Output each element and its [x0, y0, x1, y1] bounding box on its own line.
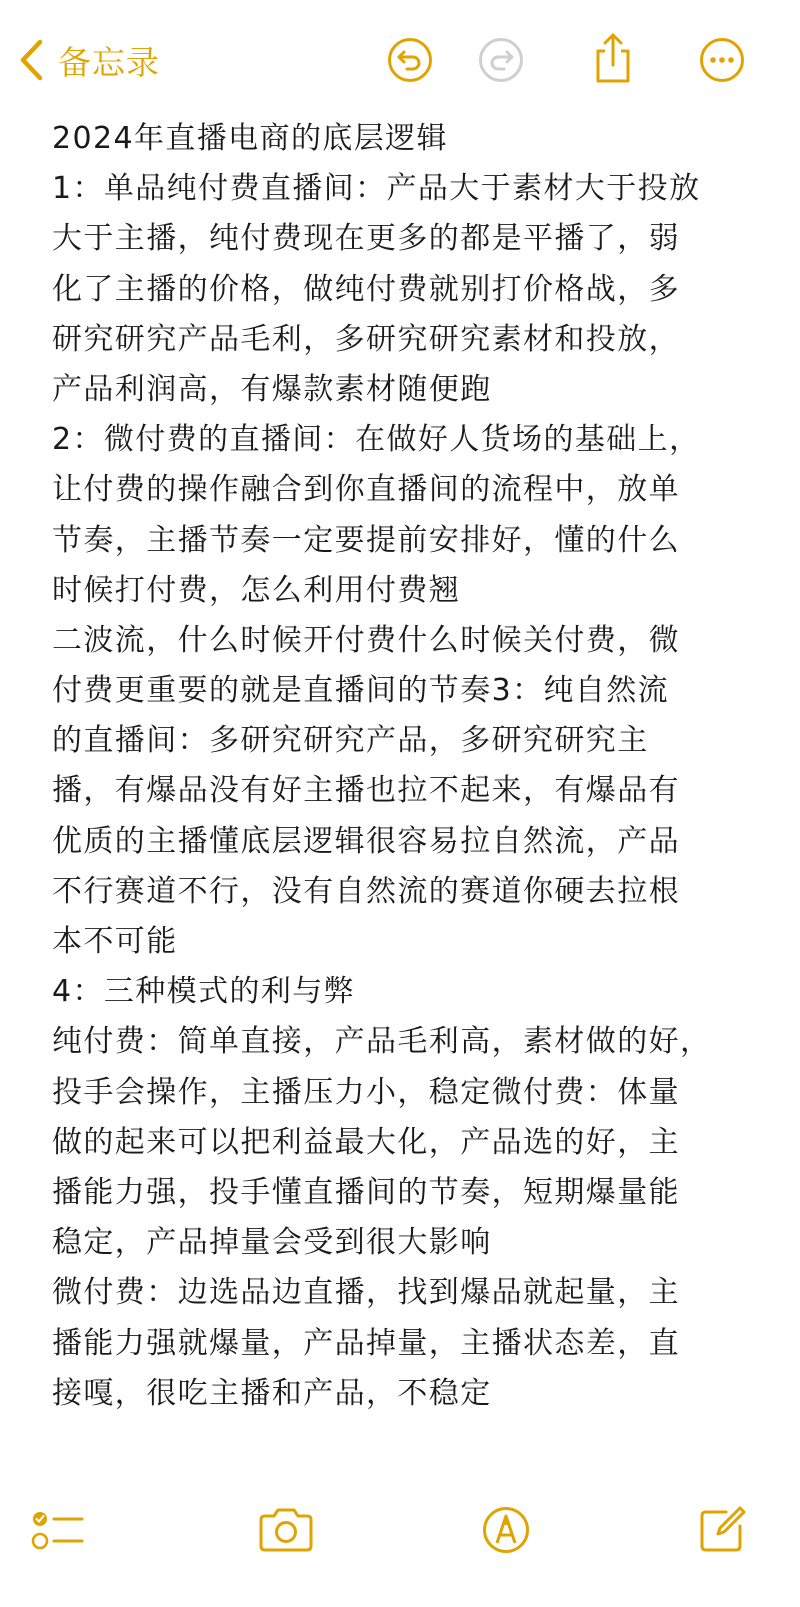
note-line: 产品利润高，有爆款素材随便跑 — [52, 371, 492, 407]
note-line: 播能力强就爆量，产品掉量，主播状态差，直 — [52, 1325, 680, 1361]
note-line: 优质的主播懂底层逻辑很容易拉自然流，产品 — [52, 823, 680, 859]
note-line: 的直播间：多研究研究产品，多研究研究主 — [52, 723, 649, 759]
note-line: 付费更重要的就是直播间的节奏3：纯自然流 — [52, 673, 670, 709]
note-line: 接嘎，很吃主播和产品，不稳定 — [52, 1375, 492, 1411]
back-button[interactable] — [14, 36, 160, 84]
note-line: 大于主播，纯付费现在更多的都是平播了，弱 — [52, 221, 680, 257]
note-line: 化了主播的价格，做纯付费就别打价格战，多 — [52, 271, 680, 307]
bottom-toolbar — [0, 1490, 800, 1570]
note-line: 稳定，产品掉量会受到很大影响 — [52, 1225, 492, 1261]
note-line: 节奏，主播节奏一定要提前安排好，懂的什么 — [52, 522, 680, 558]
camera-icon[interactable] — [256, 1500, 316, 1560]
home-indicator-area — [0, 1580, 800, 1607]
back-label: 备忘录 — [58, 42, 160, 82]
markup-icon[interactable] — [476, 1500, 536, 1560]
redo-icon[interactable] — [477, 36, 525, 84]
note-line: 微付费：边选品边直播，找到爆品就起量，主 — [52, 1275, 680, 1311]
share-icon[interactable] — [589, 30, 637, 86]
note-line: 让付费的操作融合到你直播间的流程中，放单 — [52, 472, 680, 508]
note-line: 投手会操作，主播压力小，稳定微付费：体量 — [52, 1074, 680, 1110]
note-body[interactable] — [52, 114, 752, 1419]
chevron-left-icon — [14, 36, 48, 84]
navigation-bar — [0, 0, 800, 118]
note-line: 纯付费：简单直接，产品毛利高，素材做的好， — [52, 1024, 712, 1060]
more-icon[interactable] — [698, 36, 746, 84]
note-line: 播能力强，投手懂直播间的节奏，短期爆量能 — [52, 1174, 680, 1210]
checklist-icon[interactable] — [28, 1500, 88, 1560]
note-line: 时候打付费，怎么利用付费翘 — [52, 572, 461, 608]
compose-icon[interactable] — [692, 1500, 752, 1560]
note-line: 1：单品纯付费直播间：产品大于素材大于投放 — [52, 171, 701, 207]
note-line: 本不可能 — [52, 924, 178, 959]
note-line: 二波流，什么时候开付费什么时候关付费，微 — [52, 622, 680, 658]
undo-icon[interactable] — [386, 36, 434, 84]
note-line: 4：三种模式的利与弊 — [52, 974, 356, 1010]
note-line: 不行赛道不行，没有自然流的赛道你硬去拉根 — [52, 873, 680, 909]
note-line: 研究研究产品毛利，多研究研究素材和投放， — [52, 321, 680, 357]
note-line: 播，有爆品没有好主播也拉不起来，有爆品有 — [52, 773, 680, 809]
note-line: 做的起来可以把利益最大化，产品选的好，主 — [52, 1124, 680, 1160]
note-line: 2：微付费的直播间：在做好人货场的基础上， — [52, 422, 701, 458]
note-title: 2024年直播电商的底层逻辑 — [52, 121, 448, 156]
